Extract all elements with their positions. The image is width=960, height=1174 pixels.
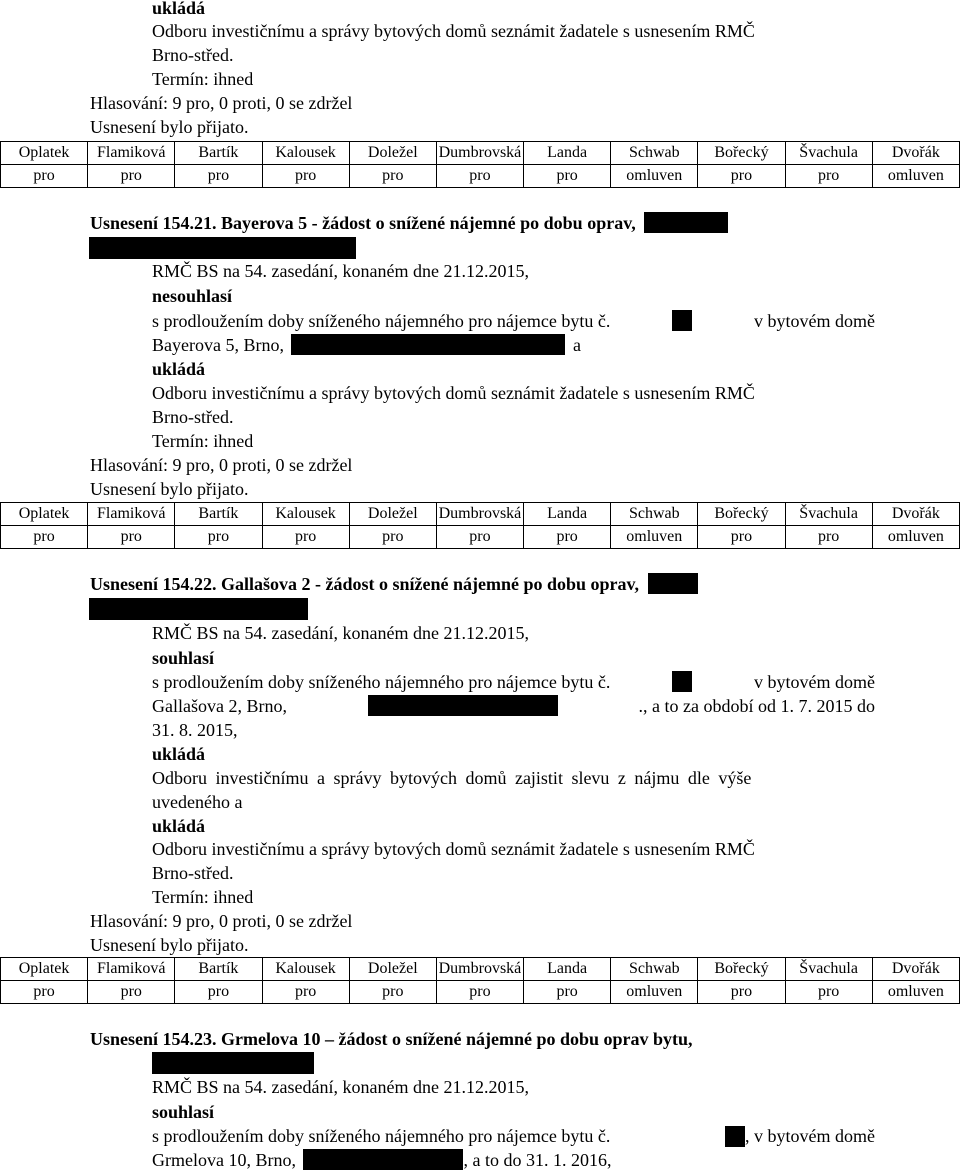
address-154-22-cont: 31. 8. 2015, bbox=[152, 720, 238, 740]
vote-value-cell: pro bbox=[785, 165, 872, 188]
vote-name-cell: Bořecký bbox=[698, 958, 785, 981]
vote-value-cell: omluven bbox=[872, 165, 959, 188]
vote-value-cell: pro bbox=[785, 981, 872, 1004]
vote-value-cell: omluven bbox=[611, 981, 698, 1004]
vote-value-cell: pro bbox=[1, 981, 88, 1004]
vote-value-cell: pro bbox=[349, 981, 436, 1004]
vote-value-cell: pro bbox=[436, 165, 523, 188]
vote-table-top bbox=[0, 141, 960, 188]
vote-value-cell: omluven bbox=[611, 165, 698, 188]
vote-value-cell: pro bbox=[524, 981, 611, 1004]
resolution-title-154-22: Usnesení 154.22. Gallašova 2 - žádost o snížené nájemné po dobu oprav, bbox=[90, 573, 698, 596]
vote-table-154-21 bbox=[0, 502, 960, 549]
vote-names-row bbox=[1, 958, 960, 981]
vote-name-cell: Kalousek bbox=[262, 503, 349, 526]
resolution-title-154-23: Usnesení 154.23. Grmelova 10 – žádost o snížené nájemné po dobu oprav bytu, bbox=[90, 1029, 693, 1049]
redacted-block bbox=[648, 573, 698, 594]
uklada-154-21: ukládá bbox=[152, 359, 206, 379]
vote-name-cell: Oplatek bbox=[1, 142, 88, 165]
odbor-line2-154-21: Brno-střed. bbox=[152, 407, 234, 427]
address-154-21: Bayerova 5, Brno, a bbox=[152, 335, 581, 355]
vote-name-cell: Dumbrovská bbox=[436, 142, 523, 165]
vote-value-cell: pro bbox=[698, 526, 785, 549]
vote-names-row bbox=[1, 142, 960, 165]
rmc-line-154-21: RMČ BS na 54. zasedání, konaném dne 21.12.2015, bbox=[152, 261, 529, 281]
vote-value-cell: pro bbox=[262, 526, 349, 549]
vote-name-cell: Schwab bbox=[611, 142, 698, 165]
vote-name-cell: Landa bbox=[524, 503, 611, 526]
prodlouzeni-154-23: s prodloužením doby sníženého nájemného pro nájemce bytu č. , v bytovém domě bbox=[152, 1126, 875, 1146]
vote-table-154-22 bbox=[0, 957, 960, 1004]
vote-value-cell: pro bbox=[349, 165, 436, 188]
vote-value-cell: pro bbox=[698, 165, 785, 188]
vote-value-cell: pro bbox=[436, 981, 523, 1004]
vote-name-cell: Doležel bbox=[349, 142, 436, 165]
vote-name-cell: Švachula bbox=[785, 503, 872, 526]
vote-name-cell: Oplatek bbox=[1, 503, 88, 526]
vote-name-cell: Kalousek bbox=[262, 958, 349, 981]
vote-name-cell: Dvořák bbox=[872, 142, 959, 165]
hlasovani-154-22: Hlasování: 9 pro, 0 proti, 0 se zdržel bbox=[90, 911, 353, 931]
vote-value-cell: pro bbox=[175, 981, 262, 1004]
redacted-block bbox=[672, 310, 692, 331]
odbor-line1-154-22: Odboru investičnímu a správy bytových domů seznámit žadatele s usnesením RMČ bbox=[152, 839, 755, 859]
redacted-block bbox=[152, 1052, 314, 1074]
decision-154-22: souhlasí bbox=[152, 648, 215, 668]
address-154-22: Gallašova 2, Brno, ., a to za období od 1. 7. 2015 do bbox=[152, 696, 875, 716]
vote-name-cell: Dumbrovská bbox=[436, 503, 523, 526]
vote-name-cell: Flamiková bbox=[88, 503, 175, 526]
vote-name-cell: Dvořák bbox=[872, 503, 959, 526]
vote-value-cell: pro bbox=[175, 526, 262, 549]
vote-name-cell: Flamiková bbox=[88, 142, 175, 165]
redacted-block bbox=[303, 1149, 463, 1170]
vote-name-cell: Dvořák bbox=[872, 958, 959, 981]
redacted-block bbox=[89, 598, 308, 620]
termin-154-22: Termín: ihned bbox=[152, 887, 254, 907]
top-prijato: Usnesení bylo přijato. bbox=[90, 117, 249, 137]
vote-value-cell: pro bbox=[88, 526, 175, 549]
sleva-line2-154-22: uvedeného a bbox=[152, 792, 243, 812]
prijato-154-22: Usnesení bylo přijato. bbox=[90, 935, 249, 955]
vote-name-cell: Švachula bbox=[785, 142, 872, 165]
vote-value-cell: pro bbox=[262, 981, 349, 1004]
vote-value-cell: pro bbox=[698, 981, 785, 1004]
vote-value-cell: pro bbox=[524, 526, 611, 549]
rmc-line-154-23: RMČ BS na 54. zasedání, konaném dne 21.12.2015, bbox=[152, 1077, 529, 1097]
vote-name-cell: Oplatek bbox=[1, 958, 88, 981]
vote-values-row bbox=[1, 981, 960, 1004]
vote-names-row bbox=[1, 503, 960, 526]
decision-154-21: nesouhlasí bbox=[152, 286, 233, 306]
redacted-block bbox=[672, 671, 692, 692]
redacted-block bbox=[291, 334, 565, 355]
vote-values-row bbox=[1, 526, 960, 549]
vote-value-cell: pro bbox=[785, 526, 872, 549]
top-odbor-line1: Odboru investičnímu a správy bytových domů seznámit žadatele s usnesením RMČ bbox=[152, 21, 755, 41]
top-termin: Termín: ihned bbox=[152, 69, 254, 89]
redacted-block bbox=[725, 1126, 745, 1147]
vote-name-cell: Bartík bbox=[175, 958, 262, 981]
vote-name-cell: Doležel bbox=[349, 958, 436, 981]
hlasovani-154-21: Hlasování: 9 pro, 0 proti, 0 se zdržel bbox=[90, 455, 353, 475]
top-hlasovani: Hlasování: 9 pro, 0 proti, 0 se zdržel bbox=[90, 93, 353, 113]
vote-value-cell: pro bbox=[88, 981, 175, 1004]
prodlouzeni-154-22: s prodloužením doby sníženého nájemného pro nájemce bytu č. v bytovém domě bbox=[152, 672, 875, 692]
vote-name-cell: Landa bbox=[524, 142, 611, 165]
vote-name-cell: Landa bbox=[524, 958, 611, 981]
prijato-154-21: Usnesení bylo přijato. bbox=[90, 479, 249, 499]
decision-154-23: souhlasí bbox=[152, 1102, 215, 1122]
vote-value-cell: pro bbox=[1, 526, 88, 549]
sleva-line1-154-22: Odboru investičnímu a správy bytových domů zajistit slevu z nájmu dle výše bbox=[152, 768, 752, 788]
redacted-block bbox=[368, 695, 558, 716]
uklada1-154-22: ukládá bbox=[152, 744, 206, 764]
vote-value-cell: pro bbox=[88, 165, 175, 188]
vote-name-cell: Schwab bbox=[611, 958, 698, 981]
rmc-line-154-22: RMČ BS na 54. zasedání, konaném dne 21.12.2015, bbox=[152, 623, 529, 643]
vote-name-cell: Bartík bbox=[175, 503, 262, 526]
vote-value-cell: omluven bbox=[872, 981, 959, 1004]
vote-values-row bbox=[1, 165, 960, 188]
vote-value-cell: pro bbox=[1, 165, 88, 188]
odbor-line2-154-22: Brno-střed. bbox=[152, 863, 234, 883]
redacted-block bbox=[644, 212, 728, 233]
vote-value-cell: pro bbox=[175, 165, 262, 188]
odbor-line1-154-21: Odboru investičnímu a správy bytových domů seznámit žadatele s usnesením RMČ bbox=[152, 383, 755, 403]
vote-name-cell: Bořecký bbox=[698, 142, 785, 165]
vote-name-cell: Flamiková bbox=[88, 958, 175, 981]
vote-name-cell: Bořecký bbox=[698, 503, 785, 526]
vote-value-cell: pro bbox=[436, 526, 523, 549]
vote-name-cell: Dumbrovská bbox=[436, 958, 523, 981]
vote-value-cell: pro bbox=[524, 165, 611, 188]
vote-value-cell: pro bbox=[262, 165, 349, 188]
vote-name-cell: Bartík bbox=[175, 142, 262, 165]
redacted-block bbox=[89, 237, 356, 259]
prodlouzeni-154-21: s prodloužením doby sníženého nájemného pro nájemce bytu č. v bytovém domě bbox=[152, 311, 875, 331]
vote-name-cell: Doležel bbox=[349, 503, 436, 526]
uklada2-154-22: ukládá bbox=[152, 816, 206, 836]
vote-value-cell: omluven bbox=[872, 526, 959, 549]
address-154-23: Grmelova 10, Brno, , a to do 31. 1. 2016, bbox=[152, 1150, 612, 1170]
vote-name-cell: Švachula bbox=[785, 958, 872, 981]
vote-name-cell: Kalousek bbox=[262, 142, 349, 165]
vote-value-cell: pro bbox=[349, 526, 436, 549]
top-odbor-line2: Brno-střed. bbox=[152, 45, 234, 65]
top-uklada: ukládá bbox=[152, 0, 206, 18]
vote-value-cell: omluven bbox=[611, 526, 698, 549]
termin-154-21: Termín: ihned bbox=[152, 431, 254, 451]
vote-name-cell: Schwab bbox=[611, 503, 698, 526]
resolution-title-154-21: Usnesení 154.21. Bayerova 5 - žádost o snížené nájemné po dobu oprav, bbox=[90, 212, 728, 235]
